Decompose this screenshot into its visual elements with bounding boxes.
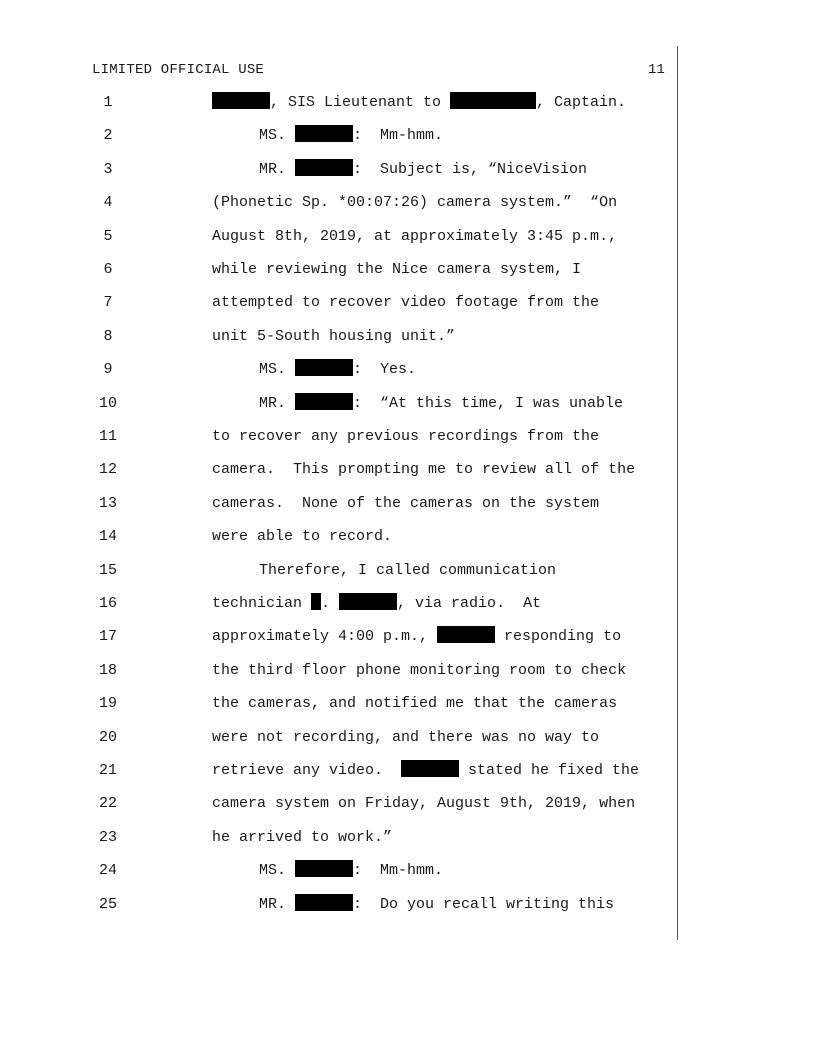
transcript-line [0,626,816,648]
transcript-line [0,693,816,715]
text-segment: MR. [259,895,296,913]
line-text [212,259,581,281]
text-segment: (Phonetic Sp. *00:07:26) camera system.” “On [212,194,618,212]
text-segment: Therefore, I called communication [259,561,557,579]
line-text [212,793,635,815]
text-segment: : Subject is, “NiceVision [353,160,588,178]
line-number: 8 [103,327,113,345]
transcript-line [0,159,816,181]
transcript-line [0,793,816,815]
text-segment: : Mm-hmm. [353,862,444,880]
transcript-line [0,393,816,415]
line-number: 10 [98,394,117,412]
redaction-box [311,593,321,610]
line-number: 2 [103,127,113,145]
line-text [259,894,614,916]
line-number: 1 [103,94,113,111]
text-segment: camera system on Friday, August 9th, 2019, when [212,795,636,813]
line-number: 4 [103,194,113,212]
text-segment: were able to record. [212,528,393,546]
transcript-line [0,660,816,682]
classification-header: LIMITED OFFICIAL USE [92,62,265,78]
text-segment: stated he fixed the [459,762,640,779]
transcript-line [0,526,816,548]
redaction-box [295,860,353,877]
line-text [212,593,541,615]
line-text [212,292,599,314]
line-number: 20 [98,728,117,746]
text-segment: MS. [259,127,296,145]
transcript-line [0,292,816,314]
line-text [212,526,392,548]
transcript-line [0,259,816,281]
line-text [259,125,443,147]
text-segment: unit 5-South housing unit.” [212,327,456,345]
transcript-line [0,827,816,849]
transcript-line [0,226,816,248]
line-number: 19 [98,695,117,713]
page-number: 11 [648,62,665,78]
line-text [259,860,443,882]
text-segment: responding to [495,628,622,646]
redaction-box [450,92,536,109]
text-segment: MS. [259,361,296,379]
text-segment: : Mm-hmm. [353,127,444,145]
line-text [212,760,639,782]
transcript-line [0,560,816,582]
transcript-line [0,459,816,481]
text-segment: : Yes. [353,361,417,379]
line-text [259,560,556,582]
transcript-line [0,326,816,348]
text-segment: MS. [259,862,296,880]
line-text [212,827,392,849]
text-segment: MR. [259,160,296,178]
transcript-line [0,493,816,515]
text-segment: : Do you recall writing this [353,895,615,913]
text-segment: he arrived to work.” [212,828,393,846]
redaction-box [295,159,353,176]
transcript-line [0,593,816,615]
line-number: 17 [98,628,117,646]
text-segment: , SIS Lieutenant to [270,94,451,111]
line-number: 13 [98,494,117,512]
text-segment: technician [212,595,312,612]
line-number: 14 [98,528,117,546]
line-text [212,727,599,749]
text-segment: camera. This prompting me to review all of the [212,461,636,479]
line-text [212,326,455,348]
line-text [212,493,599,515]
line-text [259,359,416,381]
line-text [212,226,617,248]
line-number: 3 [103,160,113,178]
text-segment: were not recording, and there was no way to [212,728,600,746]
line-number: 18 [98,661,117,679]
line-text [212,192,617,214]
transcript-line [0,860,816,882]
transcript-line [0,426,816,448]
line-number: 5 [103,227,113,245]
redaction-box [295,359,353,376]
text-segment: cameras. None of the cameras on the system [212,494,600,512]
redaction-box [295,894,353,911]
line-number: 7 [103,294,113,312]
text-segment: to recover any previous recordings from the [212,428,600,445]
line-text [259,159,587,181]
line-text [212,459,635,481]
line-text [212,92,626,114]
line-text [259,393,623,415]
transcript-line [0,92,816,114]
transcript-line [0,359,816,381]
text-segment: the third floor phone monitoring room to check [212,661,627,679]
line-number: 16 [98,595,117,612]
text-segment: , Captain. [536,94,627,111]
line-text [212,426,599,448]
transcript-line [0,894,816,916]
text-segment: MR. [259,394,296,412]
line-number: 21 [98,762,117,779]
text-segment: retrieve any video. [212,762,402,779]
text-segment: the cameras, and notified me that the cameras [212,695,618,713]
line-number: 22 [98,795,117,813]
redaction-box [401,760,459,777]
transcript-line [0,192,816,214]
line-number: 24 [98,862,117,880]
line-number: 23 [98,828,117,846]
text-segment: while reviewing the Nice camera system, I [212,261,582,278]
text-segment: , via radio. At [397,595,542,612]
text-segment: : “At this time, I was unable [353,394,624,412]
redaction-box [212,92,270,109]
redaction-box [295,125,353,142]
transcript-line [0,727,816,749]
text-segment: approximately 4:00 p.m., [212,628,438,646]
redaction-box [339,593,397,610]
line-text [212,626,621,648]
line-text [212,660,626,682]
text-segment: . [321,595,340,612]
transcript-line [0,760,816,782]
line-number: 25 [98,895,117,913]
text-segment: August 8th, 2019, at approximately 3:45 p.m., [212,227,618,245]
line-text [212,693,617,715]
redaction-box [295,393,353,410]
line-number: 11 [98,428,117,445]
transcript-line [0,125,816,147]
text-segment: attempted to recover video footage from the [212,294,600,312]
line-number: 6 [103,261,113,278]
line-number: 12 [98,461,117,479]
line-number: 9 [103,361,113,379]
redaction-box [437,626,495,643]
line-number: 15 [98,561,117,579]
